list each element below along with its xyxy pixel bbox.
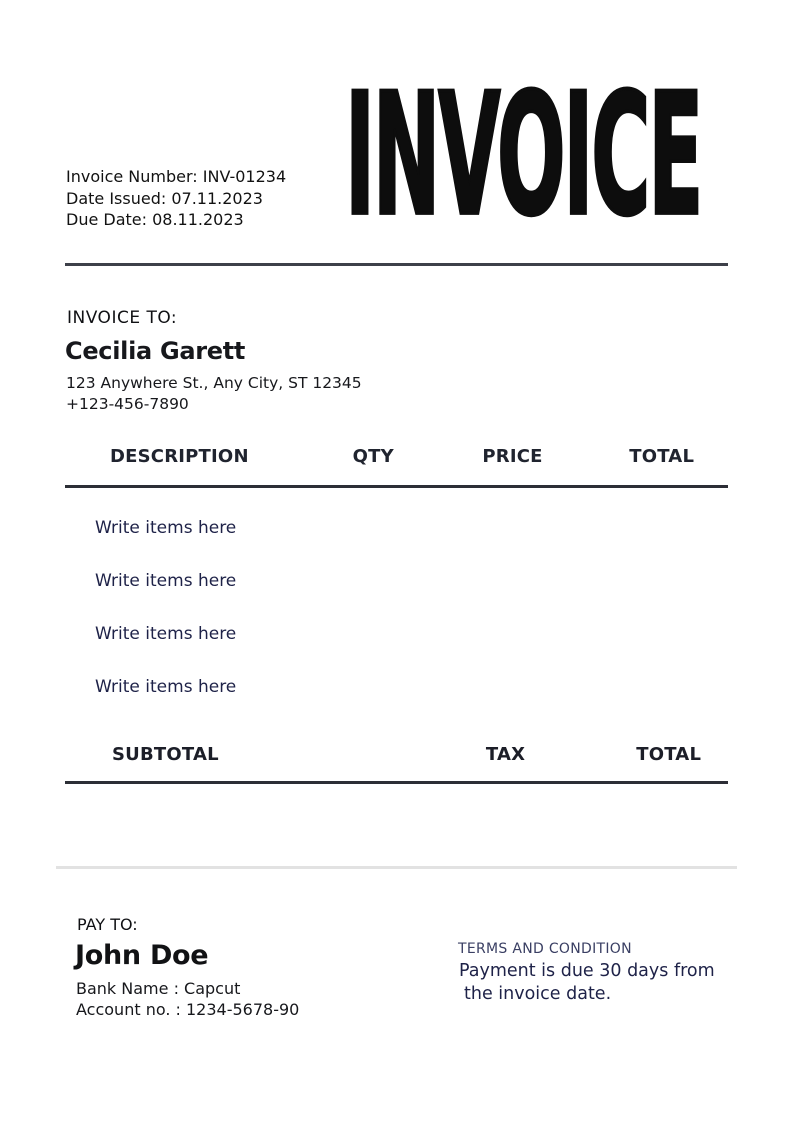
- terms-line-1: Payment is due 30 days from: [459, 961, 715, 981]
- pay-to-label: PAY TO:: [77, 915, 138, 934]
- summary-spacer: [317, 744, 430, 765]
- payee-name: John Doe: [75, 940, 209, 971]
- invoice-due-date: Due Date: 08.11.2023: [66, 210, 244, 229]
- client-phone: +123-456-7890: [66, 395, 189, 413]
- item-placeholder-row[interactable]: Write items here: [95, 624, 237, 644]
- column-header-description: DESCRIPTION: [110, 446, 249, 467]
- payee-bank-name: Bank Name : Capcut: [76, 979, 241, 998]
- table-bottom-divider: [65, 781, 728, 784]
- terms-heading: TERMS AND CONDITION: [458, 941, 632, 957]
- payee-account-number: Account no. : 1234-5678-90: [76, 1000, 300, 1019]
- item-placeholder-row[interactable]: Write items here: [95, 518, 237, 538]
- invoice-title-text: INVOICE: [345, 58, 702, 254]
- invoice-to-label: INVOICE TO:: [67, 308, 178, 328]
- column-header-total: TOTAL: [629, 446, 695, 467]
- items-table-header: [65, 446, 728, 467]
- footer-divider: [56, 866, 737, 869]
- client-name: Cecilia Garett: [65, 337, 246, 365]
- column-header-price: PRICE: [482, 446, 543, 467]
- header-divider: [65, 263, 728, 266]
- table-header-divider: [65, 485, 728, 488]
- summary-row: [65, 744, 728, 765]
- tax-label: TAX: [485, 744, 526, 765]
- terms-line-2: the invoice date.: [464, 984, 612, 1004]
- invoice-title: [345, 58, 728, 254]
- subtotal-label: SUBTOTAL: [112, 744, 219, 765]
- column-header-qty: QTY: [352, 446, 394, 467]
- client-address: 123 Anywhere St., Any City, ST 12345: [66, 374, 362, 392]
- item-placeholder-row[interactable]: Write items here: [95, 571, 237, 591]
- invoice-meta: [66, 166, 286, 231]
- item-placeholder-row[interactable]: Write items here: [95, 677, 237, 697]
- total-label: TOTAL: [636, 744, 702, 765]
- invoice-number: Invoice Number: INV-01234: [66, 167, 287, 186]
- invoice-date-issued: Date Issued: 07.11.2023: [66, 188, 263, 208]
- items-list: [95, 518, 236, 730]
